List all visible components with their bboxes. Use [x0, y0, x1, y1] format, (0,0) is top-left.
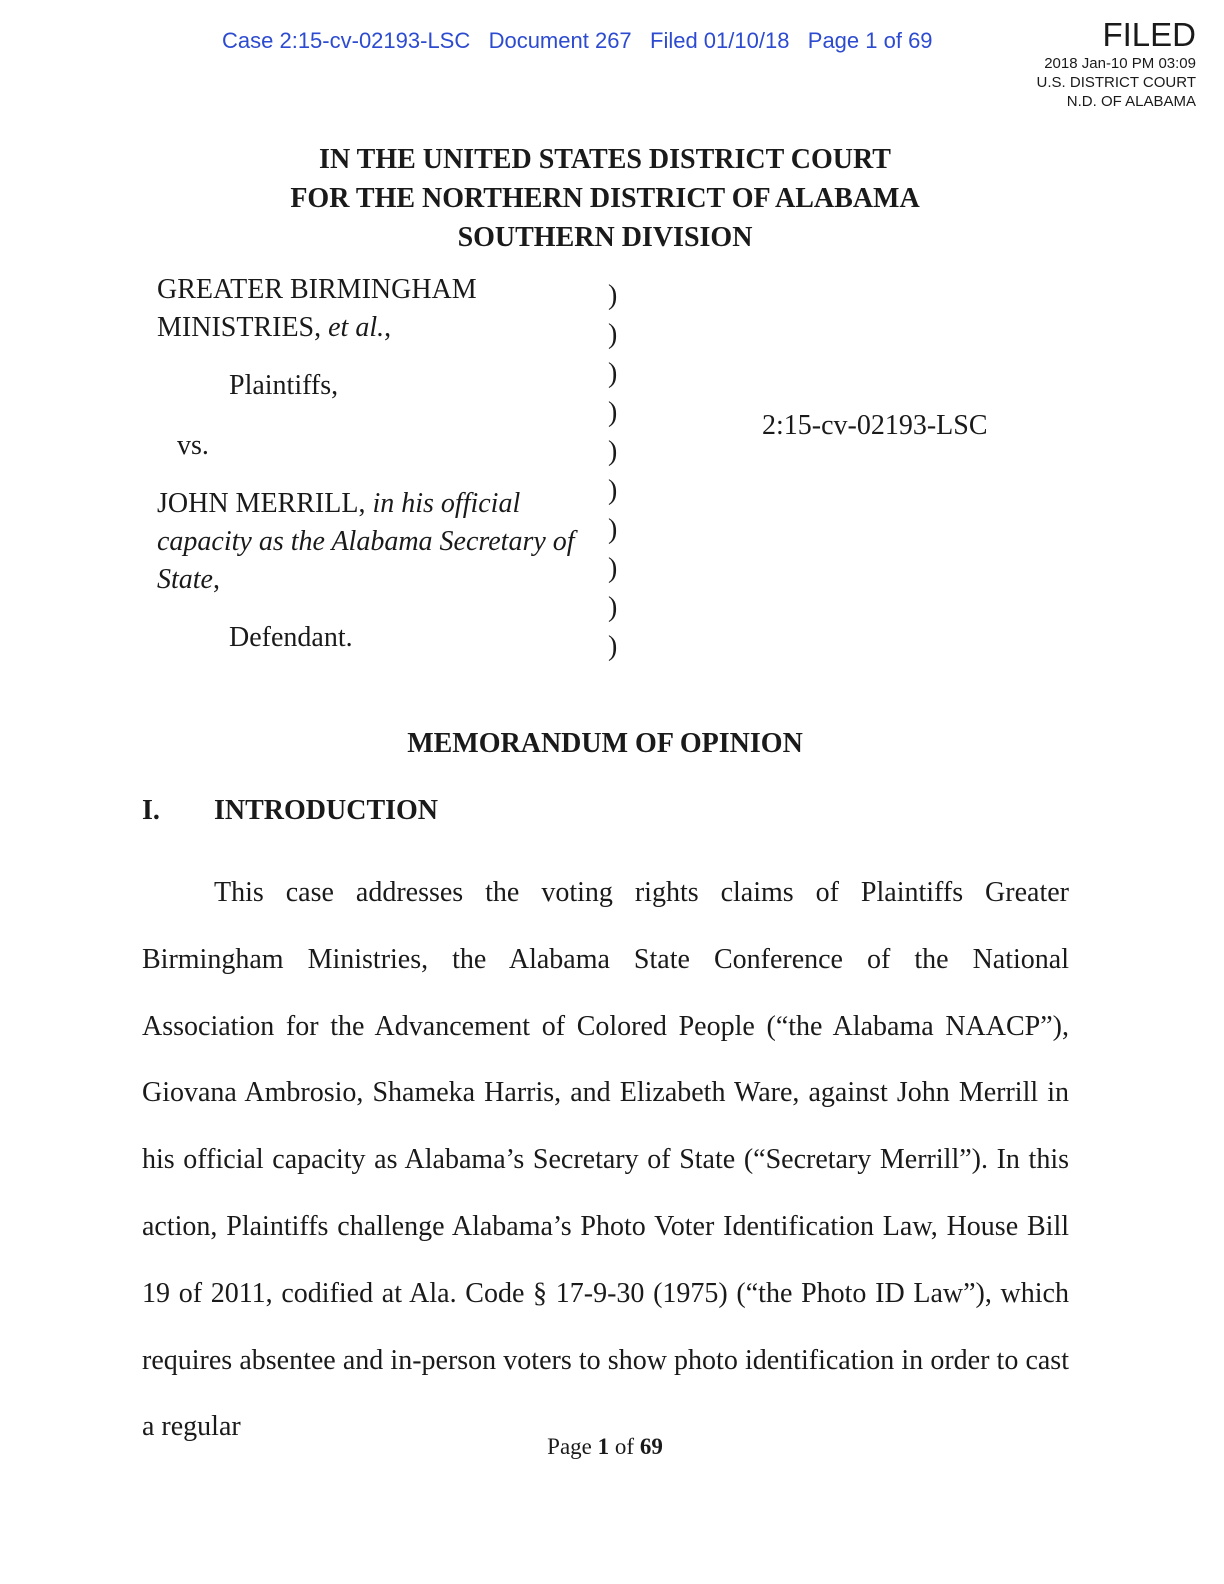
caption-paren: )	[608, 397, 618, 428]
body-paragraph: This case addresses the voting rights claims of Plaintiffs Greater Birmingham Ministries, the Alabama State Conference of the National Association for the Advancement of Colored People (“the Alabama NAACP”), Giovana Ambrosio, Shameka Harris, and Elizabeth Ware, against John Merrill in his official capacity as Alabama’s Secretary of State (“Secretary Merrill”). In this action, Plaintiffs challenge Alabama’s Photo Voter Identification Law, House Bill 19 of 2011, codified at Ala. Code § 17-9-30 (1975) (“the Photo ID Law”), which requires absentee and in-person voters to show photo identification in order to cast a regular	[142, 877, 1069, 1443]
ecf-header-stamp: Case 2:15-cv-02193-LSC Document 267 Filed 01/10/18 Page 1 of 69	[222, 28, 933, 53]
et-al-text: et al.	[328, 312, 385, 343]
defendant-comma: ,	[213, 564, 220, 595]
defendant-capacity-text3: State	[157, 564, 213, 595]
footer-page-number: 1	[597, 1434, 610, 1459]
footer-of: of	[609, 1434, 640, 1459]
court-heading-line3: SOUTHERN DIVISION	[457, 222, 753, 253]
court-heading	[0, 140, 1210, 257]
section-number: I.	[142, 795, 160, 826]
case-number: 2:15-cv-02193-LSC	[762, 410, 988, 441]
caption-paren: )	[608, 592, 618, 623]
defendant-capacity-text1: in his official	[372, 488, 521, 519]
caption-paren: )	[608, 553, 618, 584]
caption-paren: )	[608, 514, 618, 545]
defendant-capacity-line3	[157, 562, 220, 598]
footer-page-total: 69	[639, 1434, 663, 1459]
caption-paren: )	[608, 436, 618, 467]
caption-paren: )	[608, 631, 618, 662]
plaintiffs-label: Plaintiffs,	[229, 370, 339, 401]
plaintiff-name-line1: GREATER BIRMINGHAM	[157, 274, 477, 305]
memorandum-title: MEMORANDUM OF OPINION	[407, 728, 803, 759]
caption-paren: )	[608, 358, 618, 389]
filed-date: 2018 Jan-10 PM 03:09	[1044, 55, 1196, 72]
filed-label: FILED	[1102, 16, 1196, 53]
filed-court: U.S. DISTRICT COURT	[1036, 74, 1196, 91]
page-footer	[0, 1434, 1210, 1460]
section-title: INTRODUCTION	[214, 795, 439, 826]
defendant-capacity-text2: capacity as the Alabama Secretary of	[157, 526, 575, 557]
defendant-capacity-line2	[157, 524, 575, 560]
plaintiff-comma: ,	[384, 312, 392, 343]
defendant-name-line1	[157, 486, 520, 522]
plaintiff-name-line2	[157, 310, 391, 346]
court-heading-line1: IN THE UNITED STATES DISTRICT COURT	[319, 144, 891, 175]
caption-paren: )	[608, 319, 618, 350]
footer-prefix: Page	[547, 1434, 598, 1459]
defendant-label: Defendant.	[229, 622, 353, 653]
caption-paren: )	[608, 475, 618, 506]
court-heading-line2: FOR THE NORTHERN DISTRICT OF ALABAMA	[290, 183, 920, 214]
filed-district: N.D. OF ALABAMA	[1066, 93, 1196, 110]
filed-stamp	[1037, 16, 1196, 111]
caption-paren: )	[608, 280, 618, 311]
versus-label: vs.	[177, 430, 209, 461]
defendant-name-text: JOHN MERRILL,	[157, 488, 373, 519]
plaintiff-name-text: MINISTRIES,	[157, 312, 329, 343]
